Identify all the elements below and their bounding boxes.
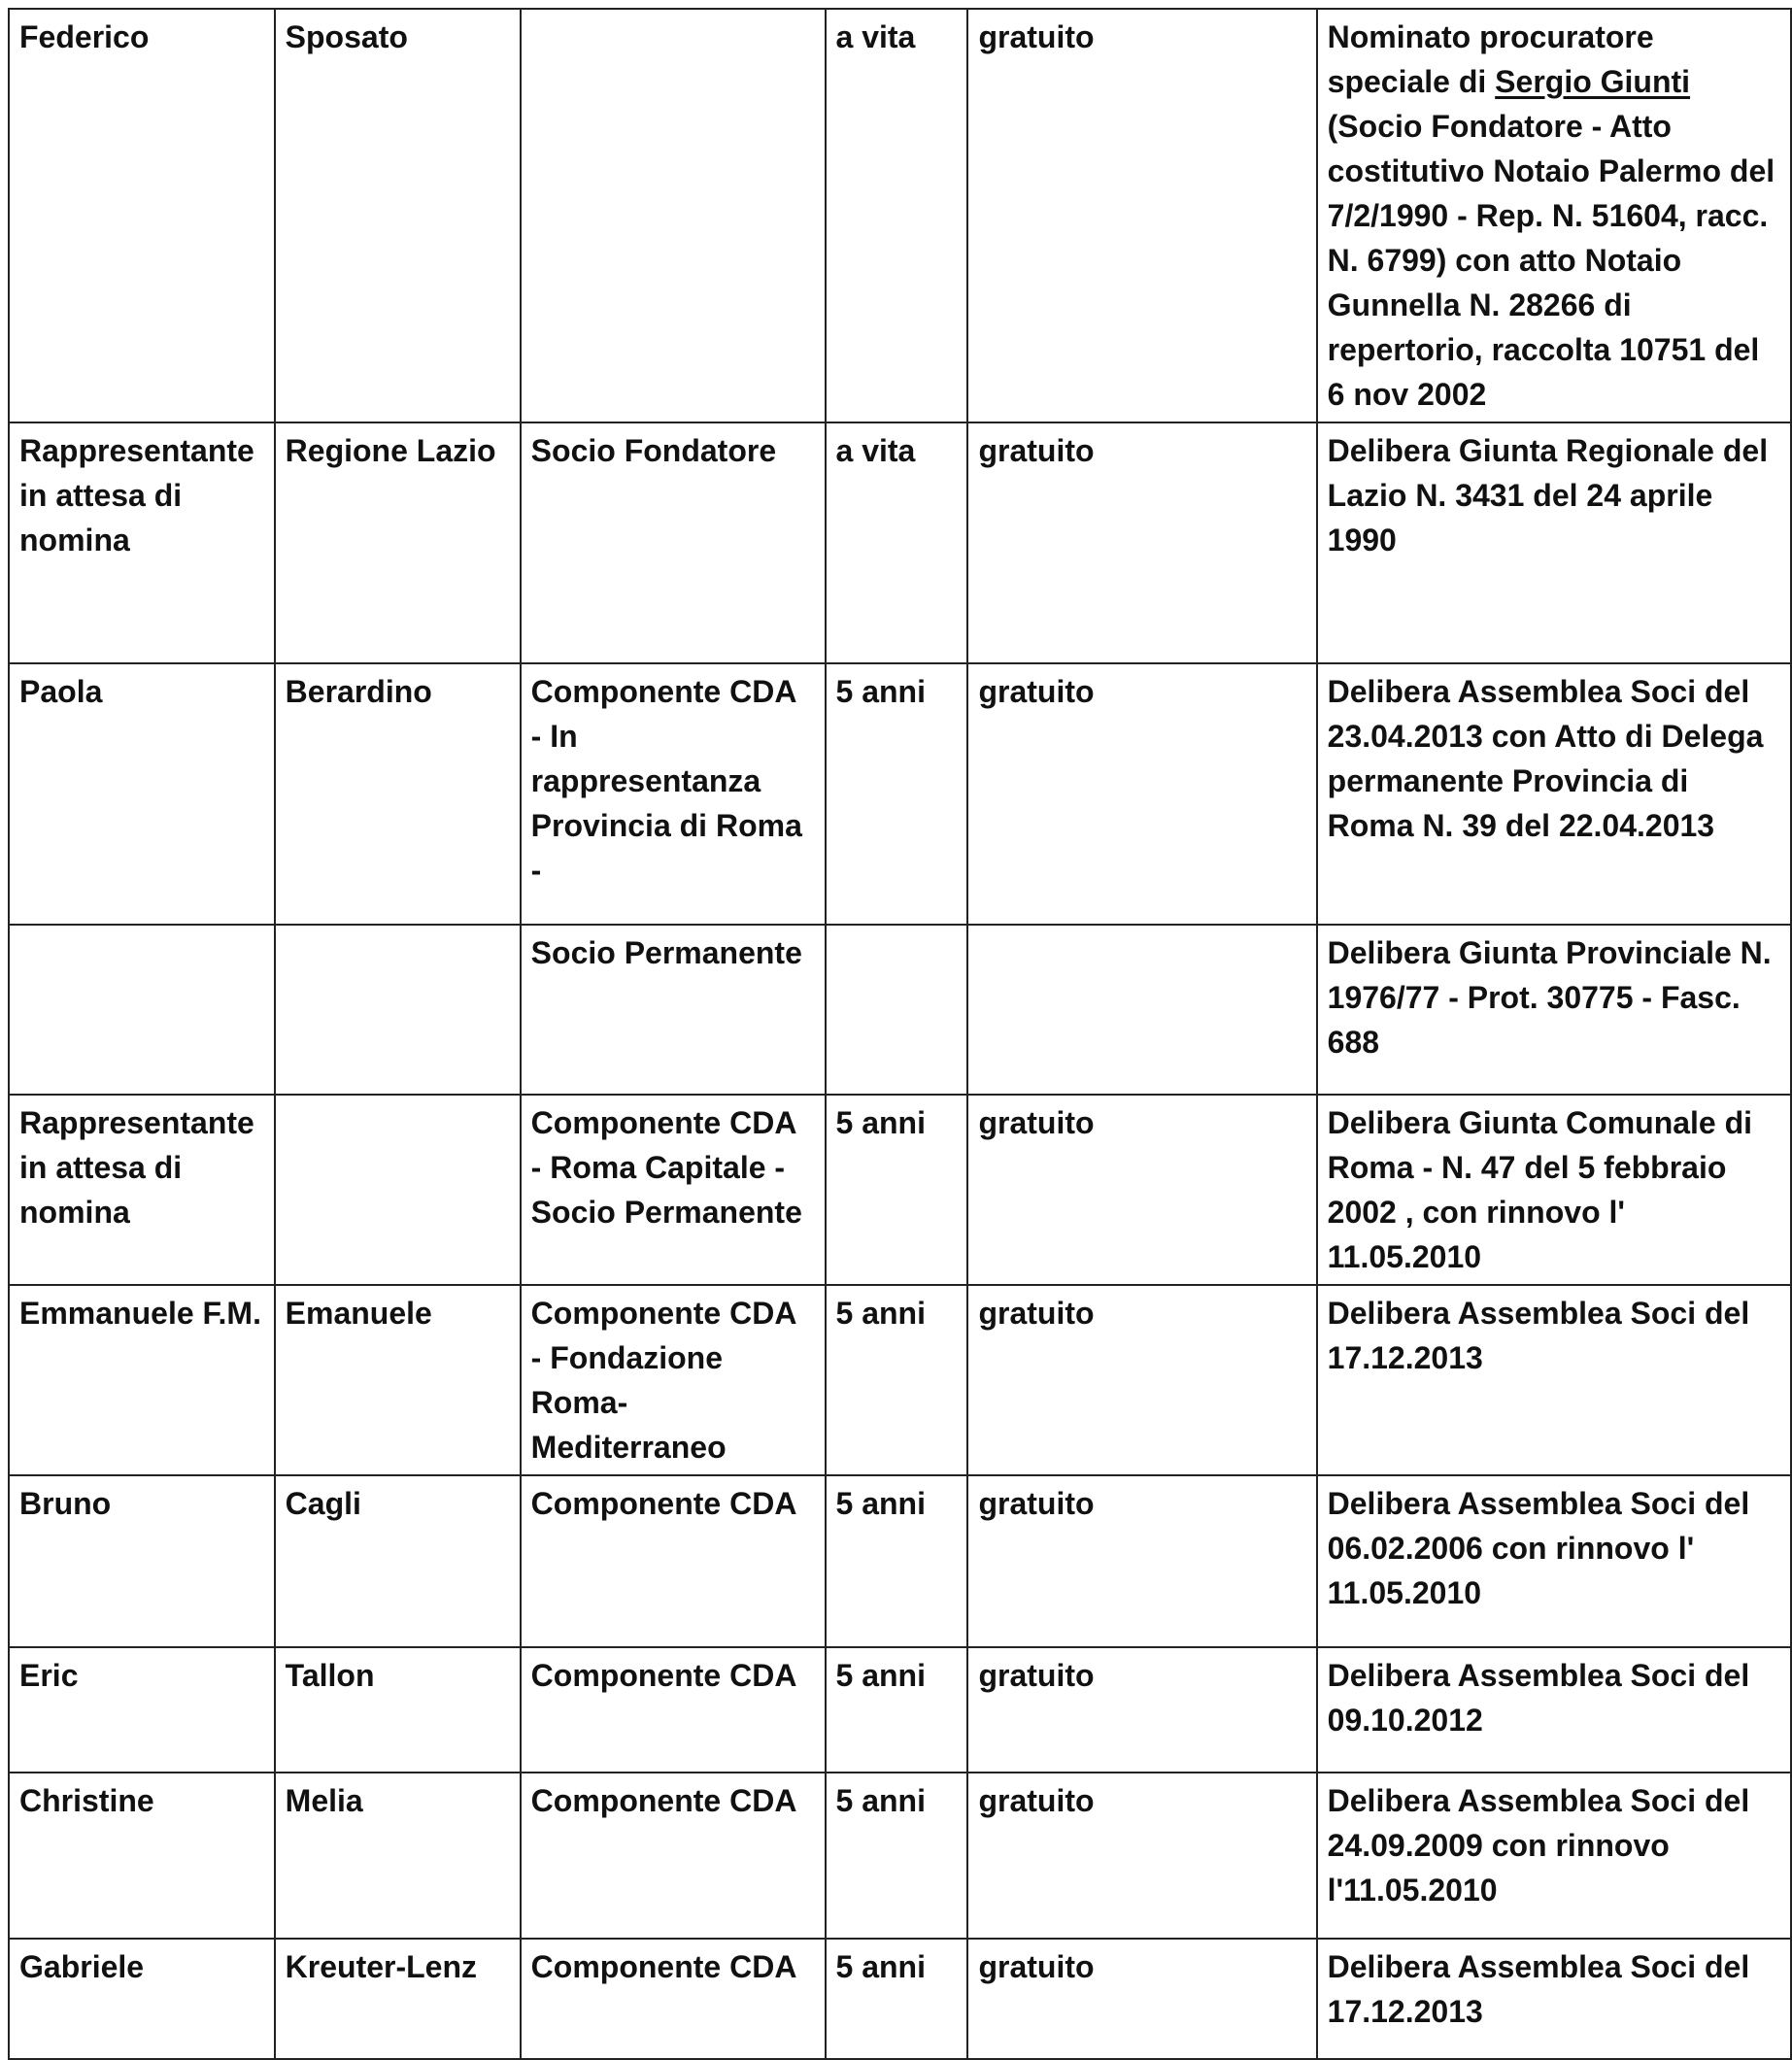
- notes-cell: Delibera Assemblea Soci del 09.10.2012: [1317, 1647, 1791, 1773]
- role-cell: Componente CDA - In rappresentanza Provincia di Roma -: [521, 663, 826, 925]
- notes-cell: Delibera Giunta Regionale del Lazio N. 3431 del 24 aprile 1990: [1317, 422, 1791, 663]
- duration-cell: 5 anni: [826, 1285, 968, 1475]
- last-name-cell: Melia: [275, 1773, 521, 1939]
- role-cell: Componente CDA: [521, 1773, 826, 1939]
- notes-cell: Delibera Assemblea Soci del 06.02.2006 con rinnovo l' 11.05.2010: [1317, 1475, 1791, 1647]
- table-row: [9, 1773, 1791, 1939]
- first-name-cell: Rappresentante in attesa di nomina: [9, 422, 275, 663]
- first-name-cell: Gabriele: [9, 1939, 275, 2059]
- compensation-cell: gratuito: [967, 663, 1316, 925]
- role-cell: Socio Permanente: [521, 925, 826, 1095]
- compensation-cell: gratuito: [967, 1095, 1316, 1285]
- duration-cell: 5 anni: [826, 663, 968, 925]
- duration-cell: 5 anni: [826, 1939, 968, 2059]
- first-name-cell: Rappresentante in attesa di nomina: [9, 1095, 275, 1285]
- duration-cell: 5 anni: [826, 1773, 968, 1939]
- first-name-cell: [9, 925, 275, 1095]
- compensation-cell: [967, 925, 1316, 1095]
- duration-cell: a vita: [826, 422, 968, 663]
- role-cell: Componente CDA - Roma Capitale - Socio Permanente: [521, 1095, 826, 1285]
- compensation-cell: gratuito: [967, 1773, 1316, 1939]
- last-name-cell: [275, 925, 521, 1095]
- last-name-cell: Berardino: [275, 663, 521, 925]
- compensation-cell: gratuito: [967, 1475, 1316, 1647]
- notes-cell: Delibera Assemblea Soci del 17.12.2013: [1317, 1939, 1791, 2059]
- compensation-cell: gratuito: [967, 422, 1316, 663]
- notes-cell: Delibera Giunta Provinciale N. 1976/77 - Prot. 30775 - Fasc. 688: [1317, 925, 1791, 1095]
- compensation-cell: gratuito: [967, 1939, 1316, 2059]
- notes-cell: Delibera Assemblea Soci del 17.12.2013: [1317, 1285, 1791, 1475]
- first-name-cell: Federico: [9, 9, 275, 422]
- last-name-cell: Emanuele: [275, 1285, 521, 1475]
- first-name-cell: Emmanuele F.M.: [9, 1285, 275, 1475]
- table-row: [9, 1647, 1791, 1773]
- last-name-cell: Regione Lazio: [275, 422, 521, 663]
- table-row: [9, 1285, 1791, 1475]
- last-name-cell: [275, 1095, 521, 1285]
- notes-underlined-name: Sergio Giunti: [1495, 64, 1691, 99]
- role-cell: Componente CDA: [521, 1475, 826, 1647]
- table-row: [9, 663, 1791, 925]
- notes-suffix: (Socio Fondatore - Atto costitutivo Notaio Palermo del 7/2/1990 - Rep. N. 51604, racc. N. 6799) con atto Notaio Gunnella N. 28266 di repertorio, raccolta 10751 del 6 nov 2002: [1327, 109, 1775, 412]
- table-row: [9, 422, 1791, 663]
- last-name-cell: Cagli: [275, 1475, 521, 1647]
- notes-cell: [1317, 9, 1791, 422]
- table-row: [9, 9, 1791, 422]
- compensation-cell: gratuito: [967, 1647, 1316, 1773]
- role-cell: Componente CDA: [521, 1939, 826, 2059]
- table-row: [9, 1475, 1791, 1647]
- last-name-cell: Sposato: [275, 9, 521, 422]
- notes-cell: Delibera Assemblea Soci del 24.09.2009 con rinnovo l'11.05.2010: [1317, 1773, 1791, 1939]
- first-name-cell: Paola: [9, 663, 275, 925]
- compensation-cell: gratuito: [967, 9, 1316, 422]
- members-table: [8, 8, 1792, 2060]
- table-row: [9, 1939, 1791, 2059]
- duration-cell: 5 anni: [826, 1475, 968, 1647]
- notes-cell: Delibera Assemblea Soci del 23.04.2013 con Atto di Delega permanente Provincia di Roma N. 39 del 22.04.2013: [1317, 663, 1791, 925]
- role-cell: Componente CDA: [521, 1647, 826, 1773]
- role-cell: Componente CDA - Fondazione Roma-Mediterraneo: [521, 1285, 826, 1475]
- notes-cell: Delibera Giunta Comunale di Roma - N. 47 del 5 febbraio 2002 , con rinnovo l' 11.05.2010: [1317, 1095, 1791, 1285]
- notes-prefix: Nominato procuratore speciale di: [1327, 19, 1654, 99]
- table-row: [9, 1095, 1791, 1285]
- first-name-cell: Bruno: [9, 1475, 275, 1647]
- role-cell: [521, 9, 826, 422]
- duration-cell: 5 anni: [826, 1095, 968, 1285]
- table-row: [9, 925, 1791, 1095]
- first-name-cell: Eric: [9, 1647, 275, 1773]
- last-name-cell: Tallon: [275, 1647, 521, 1773]
- compensation-cell: gratuito: [967, 1285, 1316, 1475]
- last-name-cell: Kreuter-Lenz: [275, 1939, 521, 2059]
- first-name-cell: Christine: [9, 1773, 275, 1939]
- role-cell: Socio Fondatore: [521, 422, 826, 663]
- duration-cell: a vita: [826, 9, 968, 422]
- duration-cell: 5 anni: [826, 1647, 968, 1773]
- duration-cell: [826, 925, 968, 1095]
